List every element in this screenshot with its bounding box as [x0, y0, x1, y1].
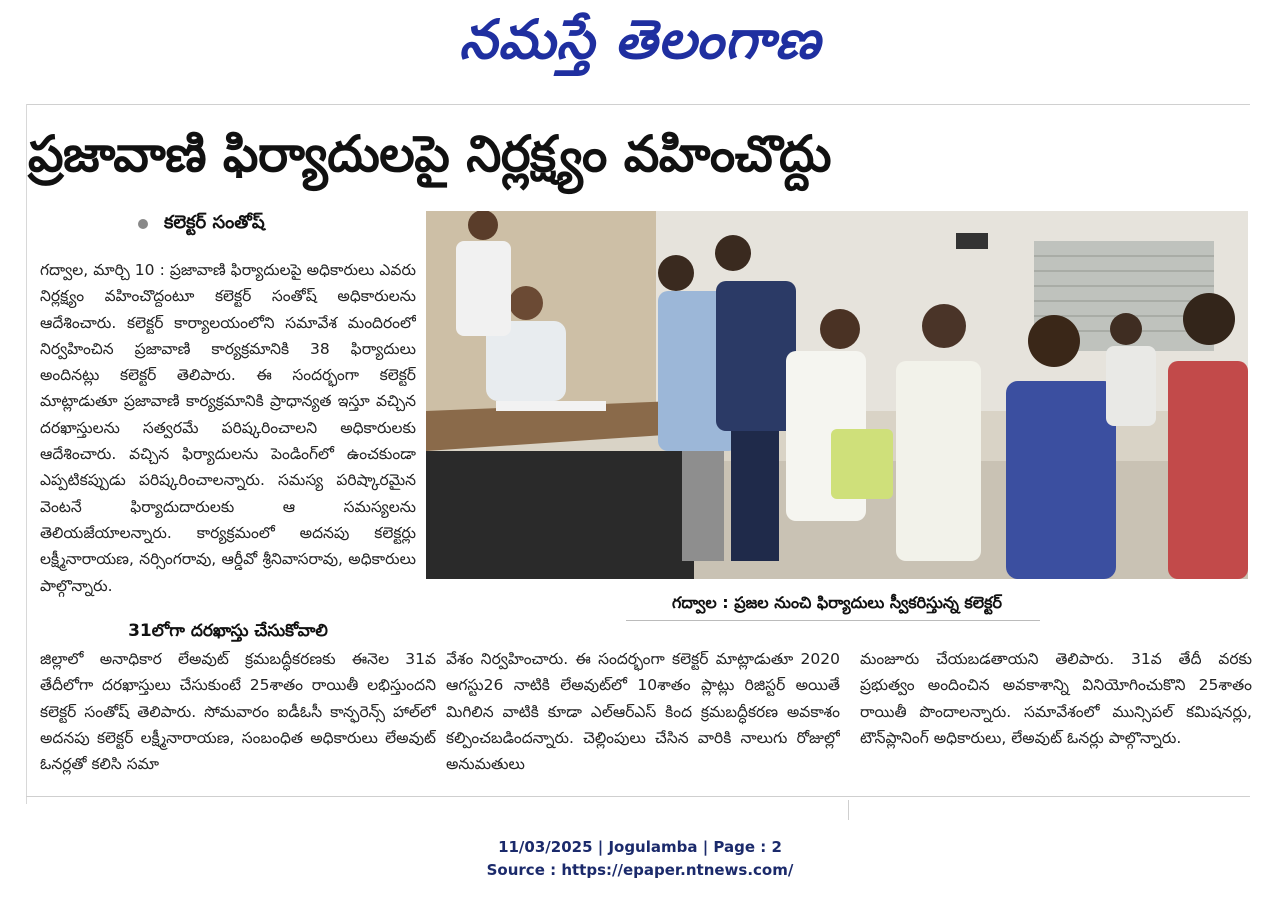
article-body-column-2: జిల్లాలో అనాధికార లేఅవుట్ క్రమబద్ధీకరణకు ఈనెల 31వ తేదీలోగా దరఖాస్తులు చేసుకుంటే 25శాతం రాయితీ లభిస్తుందని కలెక్టర్ సంతోష్ తెలిపారు. సోమవారం ఐడీఓసీ కాన్ఫరెన్స్ హాల్‌లో అదనపు కలెక్టర్ లక్ష్మీనారాయణ, సంబంధిత అధికారులు లేఅవుట్ ఓనర్లతో కలిసి సమా	[40, 650, 436, 774]
article-subheading: 31లోగా దరఖాస్తు చేసుకోవాలి	[128, 621, 328, 641]
article-body-column-4: మంజూరు చేయబడతాయని తెలిపారు. 31వ తేదీ వరకు ప్రభుత్వం అందించిన అవకాశాన్ని వినియోగించుకొని 25శాతం రాయితీ పొందాలన్నారు. సమావేశంలో మున్సిపల్ కమిషనర్లు, టౌన్‌ప్లానింగ్ అధికారులు, లేఅవుట్ ఓనర్లు పాల్గొన్నారు.	[860, 650, 1252, 747]
caption-underline	[626, 620, 1040, 621]
left-divider	[26, 104, 27, 804]
byline	[138, 211, 265, 237]
article-body-column-3: వేశం నిర్వహించారు. ఈ సందర్భంగా కలెక్టర్ మాట్లాడుతూ 2020 ఆగస్టు26 నాటికి లేఅవుట్‌లో 10శాతం ప్లాట్లు రిజిస్టర్ అయితే మిగిలిన వాటికి కూడా ఎల్‌ఆర్‌ఎస్ కింద క్రమబద్ధీకరణ అవకాశం కల్పించబడిందన్నారు. చెల్లింపులు చేసిన వారికి నాలుగు రోజుల్లో అనుమతులు	[446, 650, 840, 774]
bottom-divider	[26, 796, 1250, 797]
article-body-column-1: గద్వాల, మార్చి 10 : ప్రజావాణి ఫిర్యాదులపై అధికారులు ఎవరు నిర్లక్ష్యం వహించొద్దంటూ కలెక్టర్ సంతోష్ అధికారులను ఆదేశించారు. కలెక్టర్ కార్యాలయంలోని సమావేశ మందిరంలో నిర్వహించిన ప్రజావాణి కార్యక్రమానికి 38 ఫిర్యాదులు అందినట్లు కలెక్టర్ తెలిపారు. ఈ సందర్భంగా కలెక్టర్ మాట్లాడుతూ ప్రజావాణి కార్యక్రమానికి ప్రాధాన్యత ఇస్తూ వచ్చిన దరఖాస్తులను సత్వరమే పరిష్కరించాలని అధికారులకు ఆదేశించారు. వచ్చిన ఫిర్యాదులను పెండింగ్‌లో ఉంచకుండా ఎప్పటికప్పుడు పరిష్కరించాలన్నారు. సమస్య పరిష్కారమైన వెంటనే ఫిర్యాదుదారులకు ఆ సమస్యలను తెలియజేయాలన్నారు. కార్యక్రమంలో అదనపు కలెక్టర్లు లక్ష్మీనారాయణ, నర్సింగరావు, ఆర్డీవో శ్రీనివాసరావు, అధికారులు పాల్గొన్నారు.	[40, 261, 416, 595]
footer-dateline: 11/03/2025 | Jogulamba | Page : 2	[498, 838, 782, 856]
article-headline: ప్రజావాణి ఫిర్యాదులపై నిర్లక్ష్యం వహించొద్దు	[28, 125, 832, 183]
byline-text: కలెక్టర్ సంతోష్	[164, 211, 265, 233]
bullet-icon	[138, 219, 148, 229]
footer-source: Source : https://epaper.ntnews.com/	[486, 861, 794, 879]
newspaper-masthead: నమస్తే తెలంగాణ	[459, 8, 821, 71]
bottom-column-divider	[848, 800, 849, 820]
news-photo	[426, 211, 1248, 579]
photo-caption: గద్వాల : ప్రజల నుంచి ఫిర్యాదులు స్వీకరిస్తున్న కలెక్టర్	[672, 593, 1002, 612]
